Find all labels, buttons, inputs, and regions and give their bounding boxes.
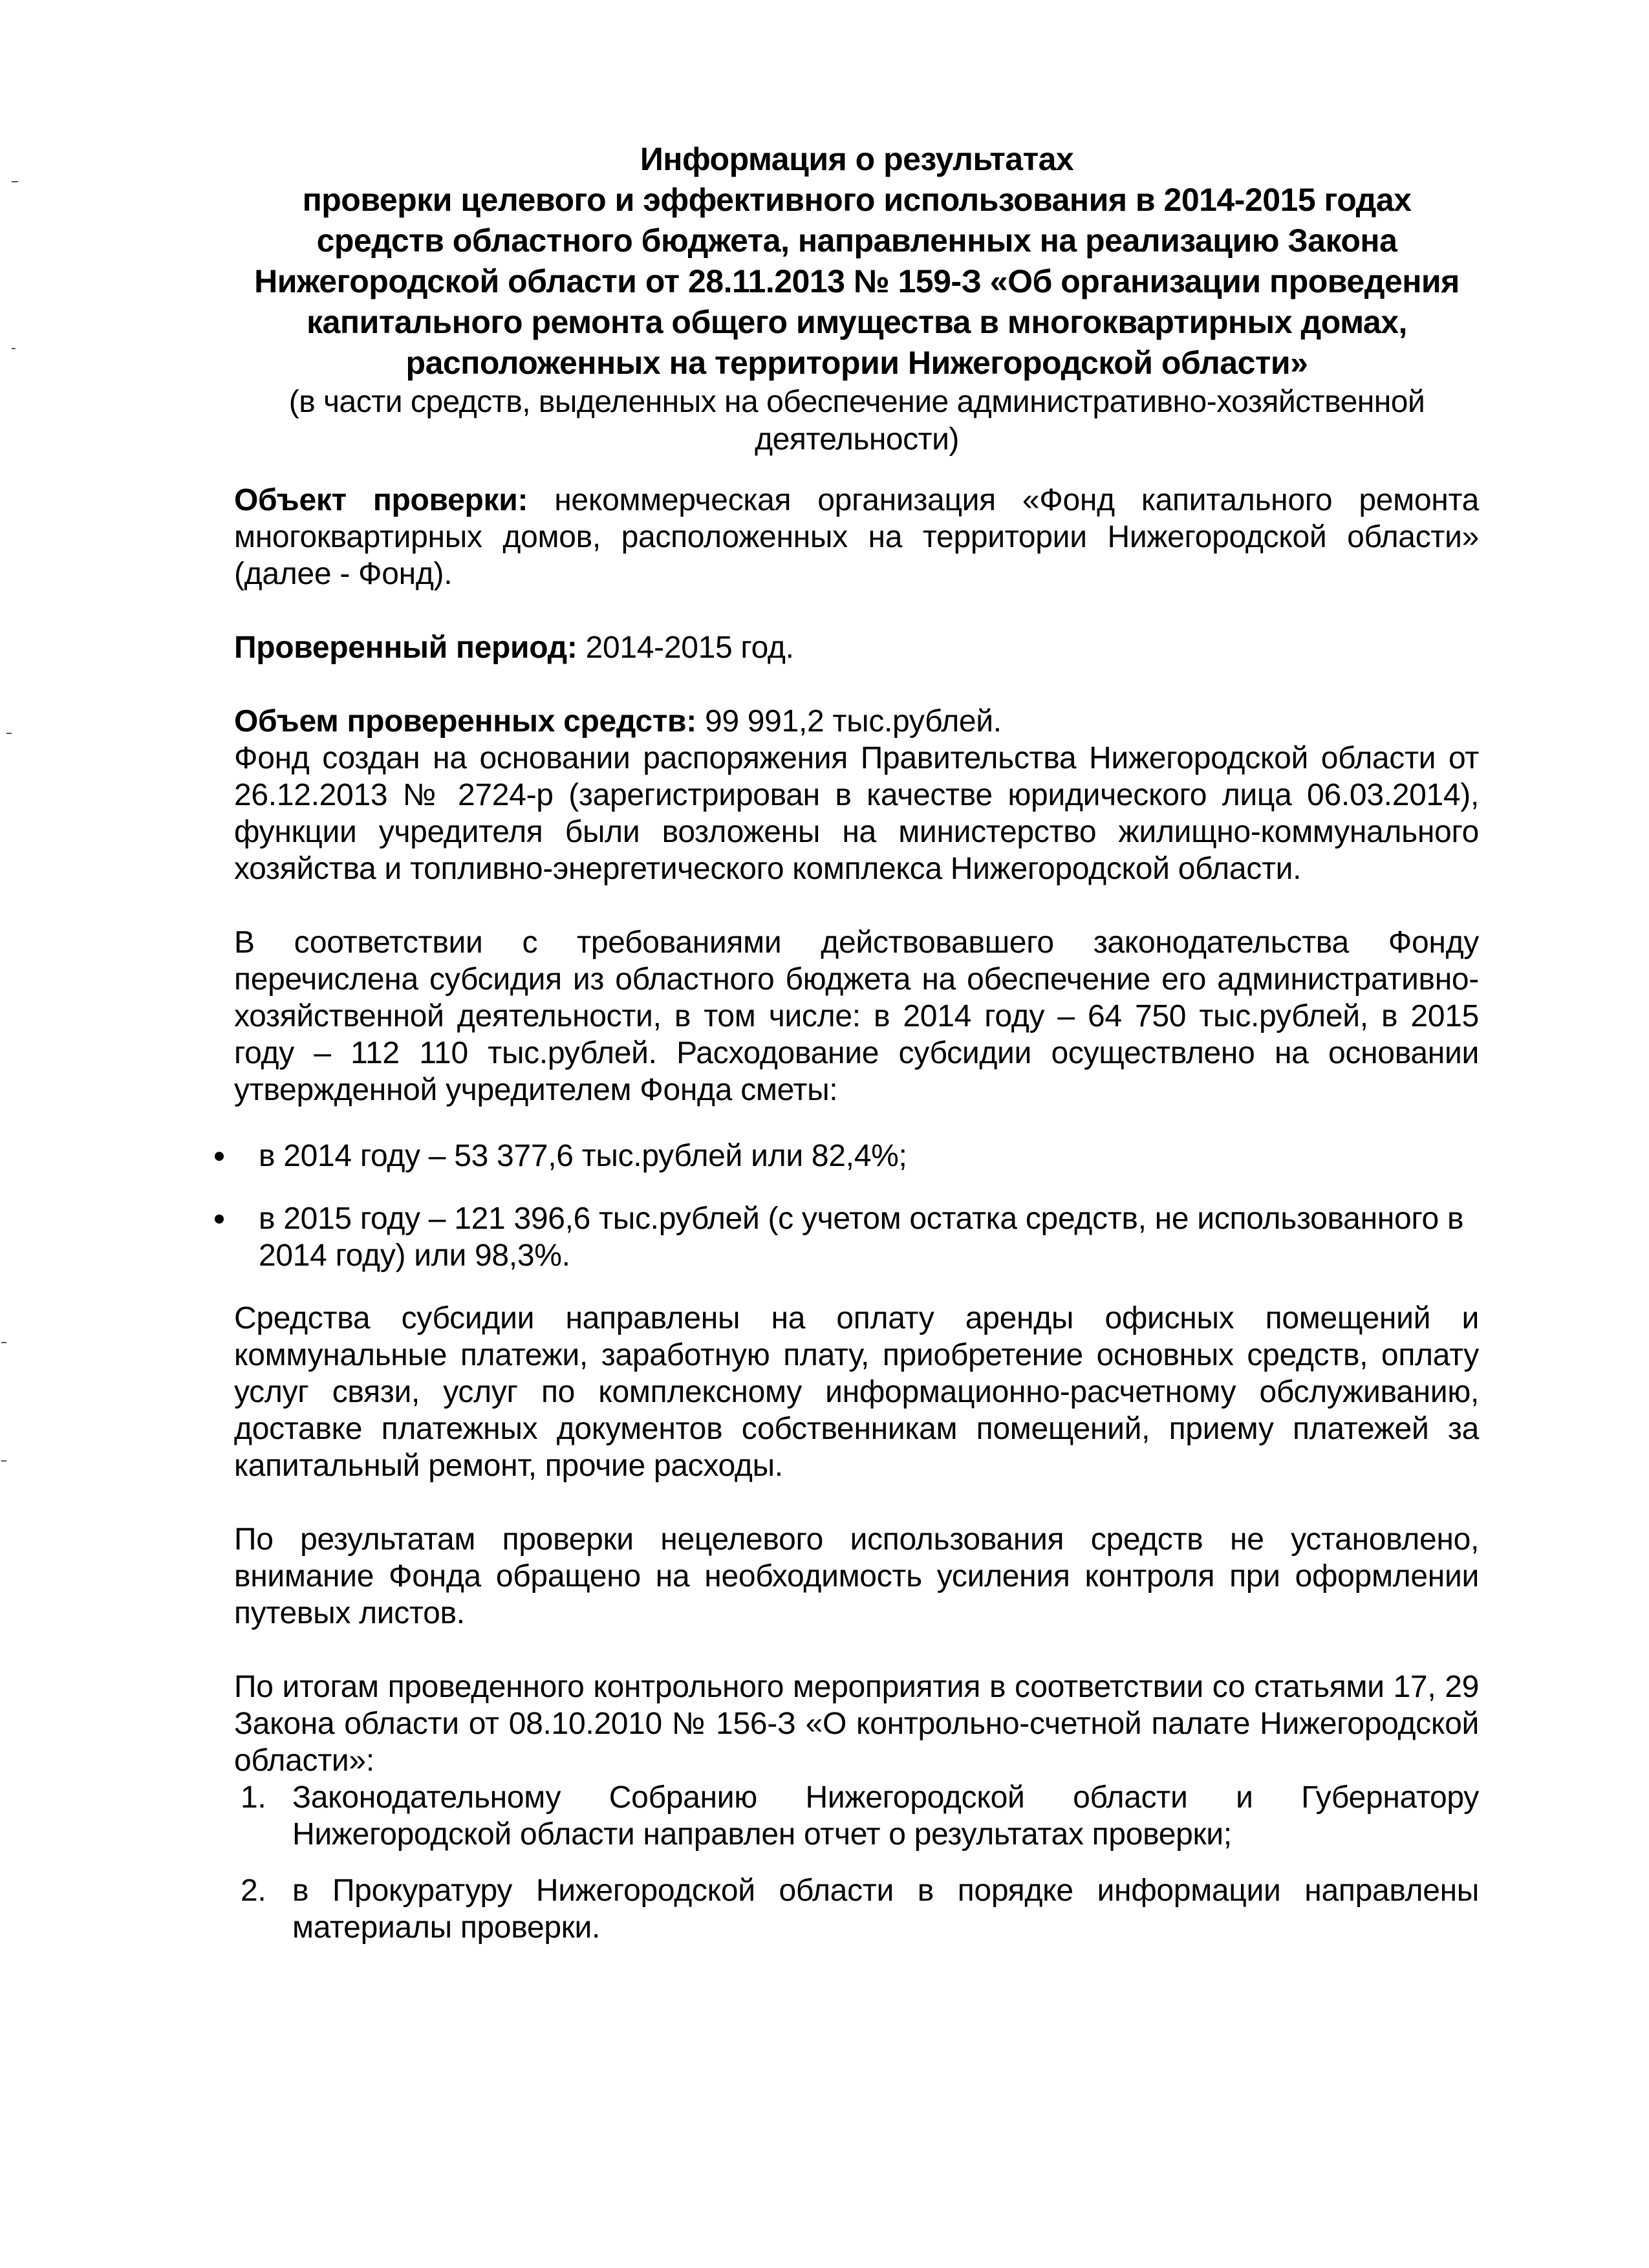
audit-volume-label: Объем проверенных средств: (234, 704, 696, 739)
spacer (234, 1632, 1479, 1669)
title-line: средств областного бюджета, направленных на реализацию Закона (316, 222, 1397, 259)
audit-object (234, 482, 1479, 592)
list-number: 2. (241, 1874, 266, 1908)
list-item (241, 1779, 1479, 1853)
paragraph-fund-created: Фонд создан на основании распоряжения Правительства Нижегородской области от 26.12.2013 № 2724-р (зарегистрирован в качестве юридического лица 06.03.2014), функции учредителя были возложены на министерство жилищно-коммунального хозяйства и топливно-энергетического комплекса Нижегородской области. (234, 741, 1479, 886)
paragraph-subsidy: В соответствии с требованиями действовавшего законодательства Фонду перечислена субсидия из областного бюджета на обеспечение его административно-хозяйственной деятельности, в том числе: в 2014 году – 64 750 тыс.рублей, в 2015 году – 112 110 тыс.рублей. Расходование субсидии осуществлено на основании утвержденной учредителем Фонда сметы: (234, 925, 1479, 1107)
audit-object-text: некоммерческая организация «Фонд капитального ремонта многоквартирных домов, расположенных на территории Нижегородской области» (далее - Фонд). (234, 483, 1479, 591)
bullet-icon (215, 1152, 224, 1161)
paragraph-results: По результатам проверки нецелевого использования средств не установлено, внимание Фонда обращено на необходимость усиления контроля при оформлении путевых листов. (234, 1522, 1479, 1630)
audit-volume (234, 703, 1479, 740)
title-line: проверки целевого и эффективного использования в 2014-2015 годах (302, 182, 1412, 218)
spacer (234, 666, 1479, 703)
scan-mark (12, 348, 16, 349)
title-line: Информация о результатах (640, 141, 1074, 177)
list-item-text: в 2015 году – 121 396,6 тыс.рублей (с учетом остатка средств, не использованного в 2014 году) или 98,3%. (259, 1202, 1464, 1273)
audit-period-label: Проверенный период: (234, 631, 577, 665)
audit-period (234, 629, 1479, 666)
list-item-text: в Прокуратуру Нижегородской области в порядке информации направлены материалы проверки. (292, 1874, 1479, 1945)
document-subtitle: (в части средств, выделенных на обеспечение административно-хозяйственной деятельности) (288, 385, 1425, 457)
list-item-text: в 2014 году – 53 377,6 тыс.рублей или 82,4%; (259, 1139, 907, 1173)
list-item (241, 1872, 1479, 1946)
list-item-text: Законодательному Собранию Нижегородской области и Губернатору Нижегородской области направлен отчет о результатах проверки; (292, 1780, 1479, 1852)
list-item (215, 1138, 1482, 1174)
scan-mark (12, 181, 18, 182)
scan-mark (6, 733, 12, 734)
scan-mark (1, 1342, 6, 1343)
outcome-list (241, 1779, 1479, 1946)
audit-volume-text: 99 991,2 тыс.рублей. (696, 704, 1002, 739)
audit-period-text: 2014-2015 год. (577, 631, 794, 665)
paragraph-outcome-intro: По итогам проведенного контрольного мероприятия в соответствии со статьями 17, 29 Закона области от 08.10.2010 № 156-З «О контрольно-счетной палате Нижегородской области»: (234, 1670, 1479, 1778)
scan-mark (1, 1460, 6, 1462)
list-number: 1. (241, 1780, 266, 1815)
title-line: Нижегородской области от 28.11.2013 № 159-З «Об организации проведения (254, 263, 1460, 299)
spacer (234, 1484, 1479, 1521)
spacer (234, 1108, 1479, 1138)
bullet-icon (215, 1215, 224, 1224)
paragraph-directions: Средства субсидии направлены на оплату аренды офисных помещений и коммунальные платежи, заработную плату, приобретение основных средств, оплату услуг связи, услуг по комплексному информационно-расчетному обслуживанию, доставке платежных документов собственникам помещений, приему платежей за капитальный ремонт, прочие расходы. (234, 1301, 1479, 1483)
list-item (215, 1200, 1482, 1274)
title-line: капитального ремонта общего имущества в многоквартирных домах, (307, 304, 1407, 340)
audit-object-label: Объект проверки: (234, 483, 528, 517)
spacer (234, 887, 1479, 924)
spacer (234, 592, 1479, 629)
document-title (233, 139, 1481, 459)
spending-list (215, 1138, 1482, 1274)
title-line: расположенных на территории Нижегородской области» (405, 345, 1308, 381)
document-body (234, 482, 1479, 1965)
